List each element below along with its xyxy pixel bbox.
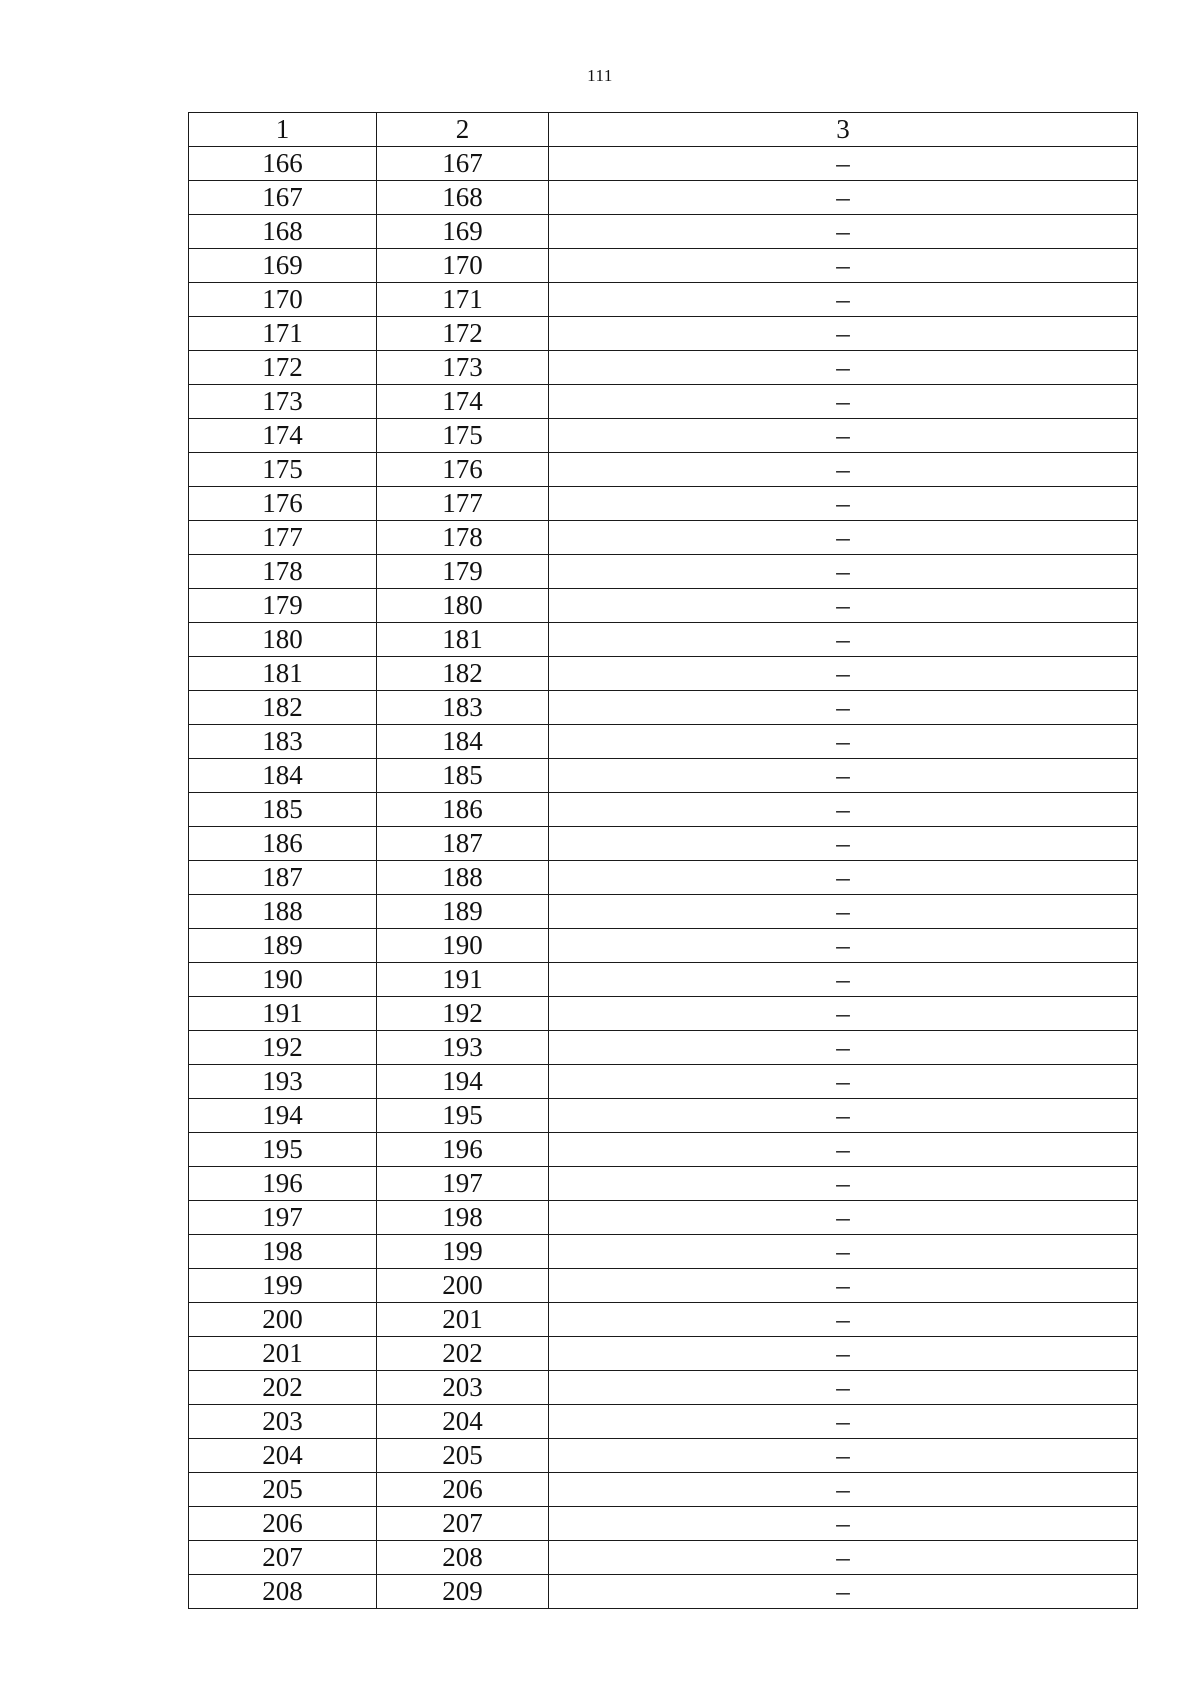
- table-cell-col-2: 181: [377, 623, 549, 657]
- table-cell-col-2: 189: [377, 895, 549, 929]
- table-cell-col-2: 198: [377, 1201, 549, 1235]
- table-cell-col-1: 178: [189, 555, 377, 589]
- header-row: [189, 113, 1138, 147]
- table-row: [189, 351, 1138, 385]
- table-cell-col-1: 171: [189, 317, 377, 351]
- table-row: [189, 1371, 1138, 1405]
- table-row: [189, 1405, 1138, 1439]
- column-header-3: 3: [549, 113, 1138, 147]
- column-header-1: 1: [189, 113, 377, 147]
- table-cell-col-3: –: [549, 1337, 1138, 1371]
- table-cell-col-2: 171: [377, 283, 549, 317]
- table-cell-col-3: –: [549, 1439, 1138, 1473]
- table-row: [189, 623, 1138, 657]
- table-cell-col-1: 207: [189, 1541, 377, 1575]
- table-cell-col-1: 181: [189, 657, 377, 691]
- table-cell-col-3: –: [549, 487, 1138, 521]
- table-row: [189, 1439, 1138, 1473]
- table-cell-col-2: 201: [377, 1303, 549, 1337]
- table-cell-col-2: 183: [377, 691, 549, 725]
- table-row: [189, 1473, 1138, 1507]
- table-cell-col-1: 174: [189, 419, 377, 453]
- column-header-2: 2: [377, 113, 549, 147]
- table-cell-col-1: 186: [189, 827, 377, 861]
- table-cell-col-1: 200: [189, 1303, 377, 1337]
- table-cell-col-3: –: [549, 589, 1138, 623]
- table-cell-col-1: 191: [189, 997, 377, 1031]
- table-row: [189, 555, 1138, 589]
- table-cell-col-3: –: [549, 1167, 1138, 1201]
- table-cell-col-3: –: [549, 249, 1138, 283]
- table-cell-col-1: 180: [189, 623, 377, 657]
- table-row: [189, 419, 1138, 453]
- table-row: [189, 453, 1138, 487]
- table-cell-col-3: –: [549, 1133, 1138, 1167]
- table-cell-col-3: –: [549, 1575, 1138, 1609]
- table-cell-col-3: –: [549, 385, 1138, 419]
- table-cell-col-2: 196: [377, 1133, 549, 1167]
- table-cell-col-1: 197: [189, 1201, 377, 1235]
- table-cell-col-1: 194: [189, 1099, 377, 1133]
- table-cell-col-3: –: [549, 997, 1138, 1031]
- table-row: [189, 521, 1138, 555]
- table-cell-col-2: 209: [377, 1575, 549, 1609]
- table-cell-col-1: 187: [189, 861, 377, 895]
- table-cell-col-3: –: [549, 895, 1138, 929]
- table-cell-col-2: 188: [377, 861, 549, 895]
- table-cell-col-2: 193: [377, 1031, 549, 1065]
- table-row: [189, 827, 1138, 861]
- table-cell-col-3: –: [549, 147, 1138, 181]
- table-row: [189, 691, 1138, 725]
- table-cell-col-3: –: [549, 1099, 1138, 1133]
- table-cell-col-2: 203: [377, 1371, 549, 1405]
- table-cell-col-3: –: [549, 793, 1138, 827]
- table-cell-col-2: 175: [377, 419, 549, 453]
- table-row: [189, 1541, 1138, 1575]
- table-row: [189, 385, 1138, 419]
- table-cell-col-3: –: [549, 181, 1138, 215]
- table-row: [189, 1337, 1138, 1371]
- table-cell-col-3: –: [549, 215, 1138, 249]
- table-row: [189, 215, 1138, 249]
- table-cell-col-3: –: [549, 1405, 1138, 1439]
- table-cell-col-2: 194: [377, 1065, 549, 1099]
- table-cell-col-1: 198: [189, 1235, 377, 1269]
- table-row: [189, 1303, 1138, 1337]
- table-cell-col-1: 205: [189, 1473, 377, 1507]
- table-cell-col-3: –: [549, 351, 1138, 385]
- table-cell-col-3: –: [549, 759, 1138, 793]
- table-cell-col-1: 170: [189, 283, 377, 317]
- table-cell-col-2: 206: [377, 1473, 549, 1507]
- table-cell-col-3: –: [549, 521, 1138, 555]
- table-cell-col-1: 173: [189, 385, 377, 419]
- table-cell-col-3: –: [549, 929, 1138, 963]
- table-cell-col-1: 182: [189, 691, 377, 725]
- table-cell-col-3: –: [549, 1269, 1138, 1303]
- table-cell-col-1: 185: [189, 793, 377, 827]
- table-cell-col-3: –: [549, 963, 1138, 997]
- table-cell-col-3: –: [549, 1201, 1138, 1235]
- table-row: [189, 1575, 1138, 1609]
- table-cell-col-1: 172: [189, 351, 377, 385]
- table-cell-col-1: 184: [189, 759, 377, 793]
- table-row: [189, 589, 1138, 623]
- table-cell-col-1: 169: [189, 249, 377, 283]
- table-row: [189, 1099, 1138, 1133]
- table-cell-col-2: 199: [377, 1235, 549, 1269]
- table-cell-col-3: –: [549, 1473, 1138, 1507]
- table-cell-col-2: 169: [377, 215, 549, 249]
- table-cell-col-2: 192: [377, 997, 549, 1031]
- table-cell-col-1: 199: [189, 1269, 377, 1303]
- table-cell-col-2: 185: [377, 759, 549, 793]
- table-row: [189, 181, 1138, 215]
- data-table: [188, 112, 1138, 1609]
- table-cell-col-3: –: [549, 691, 1138, 725]
- table-cell-col-1: 206: [189, 1507, 377, 1541]
- table-cell-col-1: 176: [189, 487, 377, 521]
- table-cell-col-2: 167: [377, 147, 549, 181]
- table-cell-col-1: 196: [189, 1167, 377, 1201]
- table-cell-col-2: 173: [377, 351, 549, 385]
- table-cell-col-3: –: [549, 1065, 1138, 1099]
- table-cell-col-2: 178: [377, 521, 549, 555]
- table-cell-col-3: –: [549, 1235, 1138, 1269]
- table-cell-col-1: 195: [189, 1133, 377, 1167]
- table-row: [189, 997, 1138, 1031]
- table-cell-col-2: 204: [377, 1405, 549, 1439]
- table-cell-col-2: 202: [377, 1337, 549, 1371]
- table-cell-col-3: –: [549, 1371, 1138, 1405]
- table-cell-col-3: –: [549, 1303, 1138, 1337]
- table-row: [189, 283, 1138, 317]
- table-cell-col-2: 191: [377, 963, 549, 997]
- table-cell-col-3: –: [549, 419, 1138, 453]
- table-row: [189, 793, 1138, 827]
- table-cell-col-2: 168: [377, 181, 549, 215]
- table-cell-col-3: –: [549, 1507, 1138, 1541]
- table-cell-col-2: 187: [377, 827, 549, 861]
- table-row: [189, 657, 1138, 691]
- table-cell-col-3: –: [549, 555, 1138, 589]
- table-cell-col-1: 189: [189, 929, 377, 963]
- table-cell-col-1: 190: [189, 963, 377, 997]
- table-cell-col-2: 182: [377, 657, 549, 691]
- table-cell-col-1: 183: [189, 725, 377, 759]
- table-row: [189, 1031, 1138, 1065]
- table-cell-col-3: –: [549, 827, 1138, 861]
- table-cell-col-2: 177: [377, 487, 549, 521]
- table-row: [189, 1201, 1138, 1235]
- table-cell-col-2: 208: [377, 1541, 549, 1575]
- table-cell-col-1: 175: [189, 453, 377, 487]
- table-row: [189, 1235, 1138, 1269]
- table-row: [189, 1269, 1138, 1303]
- table-row: [189, 963, 1138, 997]
- table-cell-col-3: –: [549, 861, 1138, 895]
- table-cell-col-3: –: [549, 317, 1138, 351]
- table-cell-col-1: 208: [189, 1575, 377, 1609]
- table-cell-col-1: 192: [189, 1031, 377, 1065]
- table-row: [189, 725, 1138, 759]
- table-cell-col-2: 190: [377, 929, 549, 963]
- table-row: [189, 317, 1138, 351]
- table-cell-col-1: 179: [189, 589, 377, 623]
- table-row: [189, 759, 1138, 793]
- table-cell-col-1: 204: [189, 1439, 377, 1473]
- table-cell-col-2: 179: [377, 555, 549, 589]
- table-cell-col-3: –: [549, 1031, 1138, 1065]
- table-cell-col-1: 193: [189, 1065, 377, 1099]
- table-row: [189, 147, 1138, 181]
- table-body: [189, 113, 1138, 1609]
- table-cell-col-2: 184: [377, 725, 549, 759]
- table-cell-col-2: 195: [377, 1099, 549, 1133]
- table-cell-col-2: 186: [377, 793, 549, 827]
- table-cell-col-1: 203: [189, 1405, 377, 1439]
- table-row: [189, 861, 1138, 895]
- table-cell-col-1: 168: [189, 215, 377, 249]
- table-cell-col-2: 207: [377, 1507, 549, 1541]
- table-cell-col-3: –: [549, 623, 1138, 657]
- table-cell-col-1: 201: [189, 1337, 377, 1371]
- table-row: [189, 1133, 1138, 1167]
- table-row: [189, 1065, 1138, 1099]
- table-row: [189, 1507, 1138, 1541]
- table-row: [189, 929, 1138, 963]
- table-cell-col-2: 170: [377, 249, 549, 283]
- table-row: [189, 895, 1138, 929]
- table-cell-col-1: 177: [189, 521, 377, 555]
- table-cell-col-2: 200: [377, 1269, 549, 1303]
- table-cell-col-2: 176: [377, 453, 549, 487]
- table-cell-col-1: 202: [189, 1371, 377, 1405]
- table-cell-col-2: 180: [377, 589, 549, 623]
- table-cell-col-2: 205: [377, 1439, 549, 1473]
- table-cell-col-3: –: [549, 283, 1138, 317]
- table-cell-col-3: –: [549, 725, 1138, 759]
- page-number: 111: [587, 66, 613, 85]
- table-cell-col-1: 188: [189, 895, 377, 929]
- table-cell-col-1: 166: [189, 147, 377, 181]
- table-row: [189, 249, 1138, 283]
- table-cell-col-2: 197: [377, 1167, 549, 1201]
- table-cell-col-2: 174: [377, 385, 549, 419]
- table-cell-col-3: –: [549, 657, 1138, 691]
- table-cell-col-3: –: [549, 453, 1138, 487]
- table-row: [189, 1167, 1138, 1201]
- table-cell-col-2: 172: [377, 317, 549, 351]
- table-cell-col-1: 167: [189, 181, 377, 215]
- table-row: [189, 487, 1138, 521]
- table-cell-col-3: –: [549, 1541, 1138, 1575]
